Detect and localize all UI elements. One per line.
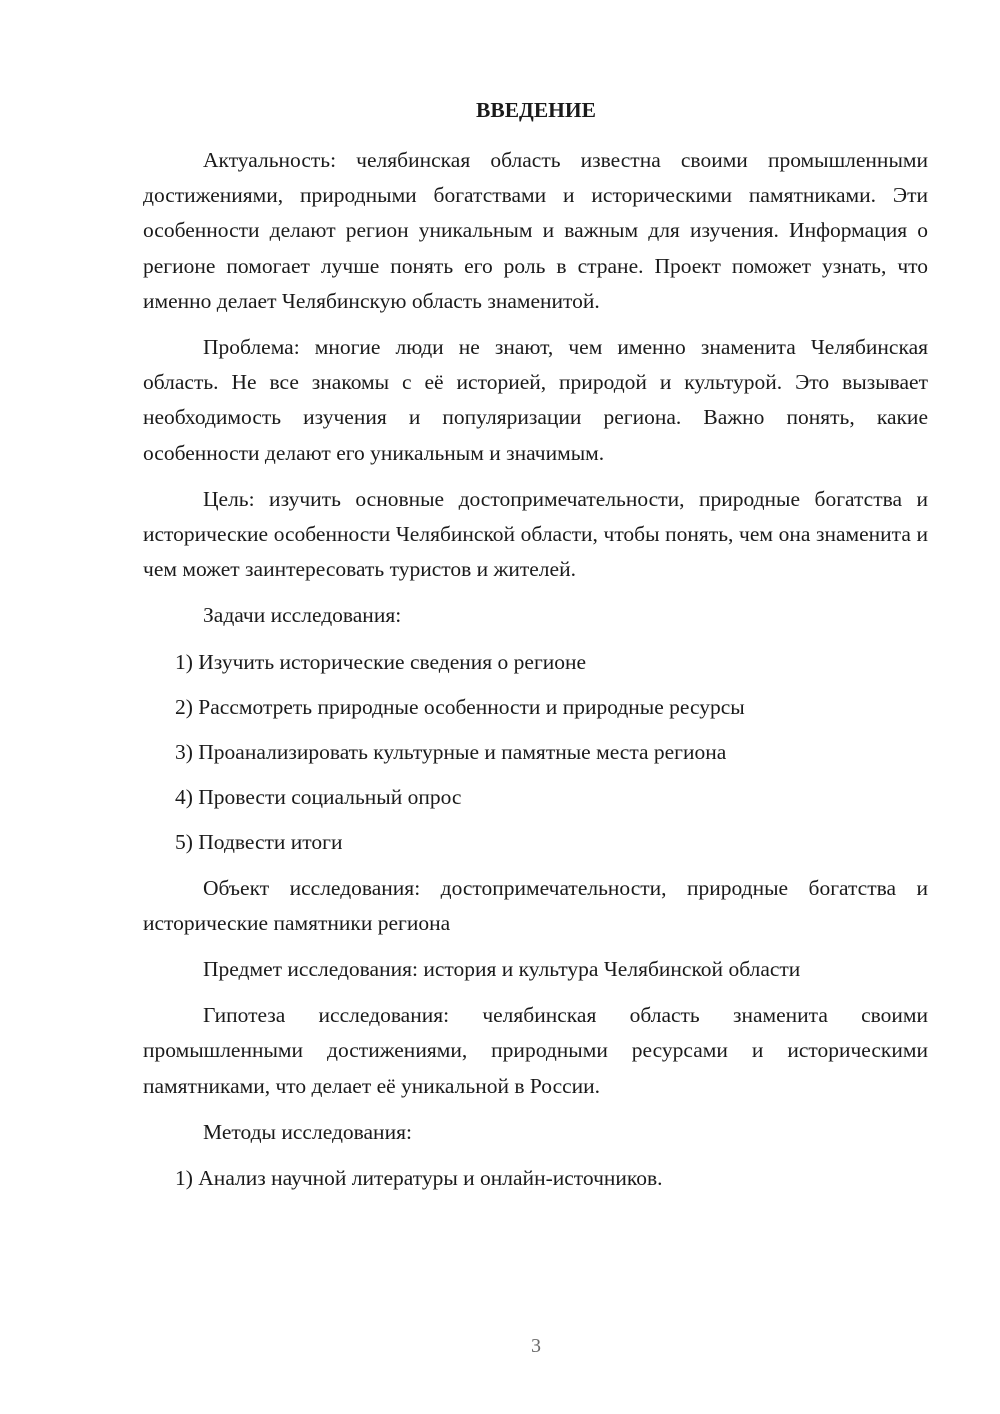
page-title: ВВЕДЕНИЕ bbox=[476, 98, 596, 122]
hypothesis-paragraph: Гипотеза исследования: челябинская область знаменита своими промышленными достижениями, природными ресурсами и историческими памятниками, что делает её уникальной в России. bbox=[143, 1003, 928, 1098]
page-number: 3 bbox=[531, 1335, 541, 1357]
list-item: 5) Подвести итоги bbox=[175, 830, 343, 855]
list-item: 2) Рассмотреть природные особенности и природные ресурсы bbox=[175, 694, 745, 719]
object-paragraph: Объект исследования: достопримечательности, природные богатства и исторические памятники региона bbox=[143, 875, 928, 935]
list-item: 4) Провести социальный опрос bbox=[175, 785, 462, 810]
list-item: 3) Проанализировать культурные и памятные места региона bbox=[175, 740, 727, 765]
goal-paragraph: Цель: изучить основные достопримечательности, природные богатства и исторические особенности Челябинской области, чтобы понять, чем она знаменита и чем может заинтересовать туристов и жителей. bbox=[143, 486, 928, 582]
problem-paragraph: Проблема: многие люди не знают, чем именно знаменита Челябинская область. Не все знакомы с её историей, природой и культурой. Это вызывает необходимость изучения и популяризации региона. Важно понять, какие особенности делают его уникальным и значимым. bbox=[143, 335, 928, 465]
subject-paragraph: Предмет исследования: история и культура Челябинской области bbox=[203, 957, 801, 982]
tasks-heading: Задачи исследования: bbox=[203, 603, 402, 628]
tasks-list bbox=[143, 645, 928, 861]
list-item: 1) Анализ научной литературы и онлайн-источников. bbox=[175, 1166, 663, 1191]
methods-heading: Методы исследования: bbox=[203, 1119, 412, 1144]
document-body bbox=[143, 143, 928, 1206]
relevance-paragraph: Актуальность: челябинская область известна своими промышленными достижениями, природными богатствами и историческими памятниками. Эти особенности делают регион уникальным и важным для изучения. Информация о регионе помогает лучше понять его роль в стране. Проект поможет узнать, что именно делает Челябинскую область знаменитой. bbox=[143, 148, 928, 313]
methods-list bbox=[143, 1161, 928, 1196]
list-item: 1) Изучить исторические сведения о регионе bbox=[175, 649, 587, 674]
